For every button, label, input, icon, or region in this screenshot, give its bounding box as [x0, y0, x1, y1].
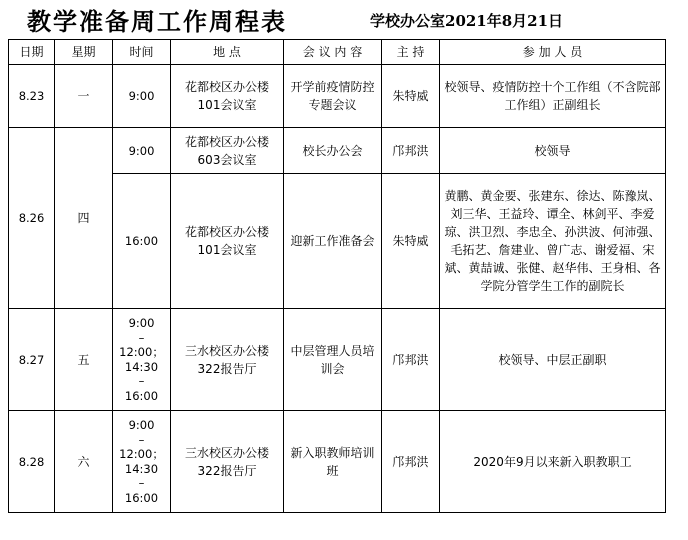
weekday-cell: 一 — [55, 65, 113, 128]
weekday-cell: 六 — [55, 411, 113, 513]
place-cell: 三水校区办公楼322报告厅 — [171, 309, 284, 411]
place-cell: 花都校区办公楼101会议室 — [171, 174, 284, 309]
column-header-place: 地 点 — [171, 40, 284, 65]
time-line: – — [138, 330, 145, 345]
table-row — [9, 309, 666, 411]
time-cell: 9:00 — [113, 65, 171, 128]
place-cell: 三水校区办公楼322报告厅 — [171, 411, 284, 513]
content-cell: 中层管理人员培训会 — [284, 309, 382, 411]
column-header-date: 日期 — [9, 40, 55, 65]
place-cell: 花都校区办公楼603会议室 — [171, 128, 284, 174]
host-cell: 朱特威 — [382, 174, 440, 309]
host-cell: 朱特威 — [382, 65, 440, 128]
column-header-weekday: 星期 — [55, 40, 113, 65]
table-header-row — [9, 40, 666, 65]
attendees-cell: 校领导、疫情防控十个工作组（不含院部工作组）正副组长 — [440, 65, 666, 128]
place-cell: 花都校区办公楼101会议室 — [171, 65, 284, 128]
time-line: 16:00 — [124, 388, 159, 403]
table-row — [9, 65, 666, 128]
time-line: 9:00 — [128, 316, 155, 330]
attendees-cell: 2020年9月以来新入职教职工 — [440, 411, 666, 513]
host-cell: 邝邦洪 — [382, 128, 440, 174]
content-cell: 迎新工作准备会 — [284, 174, 382, 309]
date-cell: 8.26 — [9, 128, 55, 309]
schedule-table — [8, 39, 666, 513]
time-line: 12:00； — [119, 345, 164, 359]
content-cell: 开学前疫情防控专题会议 — [284, 65, 382, 128]
time-cell — [113, 309, 171, 411]
time-line: 14:30 — [124, 359, 159, 374]
weekday-cell: 五 — [55, 309, 113, 411]
attendees-cell: 校领导、中层正副职 — [440, 309, 666, 411]
date-cell: 8.27 — [9, 309, 55, 411]
table-row — [9, 128, 666, 174]
time-cell — [113, 411, 171, 513]
host-cell: 邝邦洪 — [382, 411, 440, 513]
time-cell: 9:00 — [113, 128, 171, 174]
time-line: 14:30 — [124, 461, 159, 476]
column-header-content: 会 议 内 容 — [284, 40, 382, 65]
column-header-attendees: 参 加 人 员 — [440, 40, 666, 65]
time-line: 12:00； — [119, 447, 164, 461]
weekday-cell: 四 — [55, 128, 113, 309]
column-header-time: 时间 — [113, 40, 171, 65]
attendees-cell: 校领导 — [440, 128, 666, 174]
content-cell: 校长办公会 — [284, 128, 382, 174]
time-line: – — [138, 432, 145, 447]
column-header-host: 主 持 — [382, 40, 440, 65]
time-line: 9:00 — [128, 418, 155, 432]
host-cell: 邝邦洪 — [382, 309, 440, 411]
time-line: – — [138, 374, 145, 388]
date-cell: 8.23 — [9, 65, 55, 128]
date-cell: 8.28 — [9, 411, 55, 513]
content-cell: 新入职教师培训班 — [284, 411, 382, 513]
issuer-and-date: 学校办公室2021年8月21日 — [370, 12, 564, 30]
time-line: – — [138, 476, 145, 490]
time-line: 16:00 — [124, 490, 159, 505]
attendees-cell: 黄鹏、黄金要、张建东、徐达、陈豫岚、刘三华、王益玲、谭全、林剑平、李爱琼、洪卫烈、李忠全、孙洪波、何沛强、毛拓艺、詹建业、曾广志、谢爱福、宋斌、黄喆诚、张健、赵华伟、王身相、各学院分管学生工作的副院长 — [440, 174, 666, 309]
time-cell: 16:00 — [113, 174, 171, 309]
page-title: 教学准备周工作周程表 — [27, 7, 287, 36]
table-row — [9, 411, 666, 513]
